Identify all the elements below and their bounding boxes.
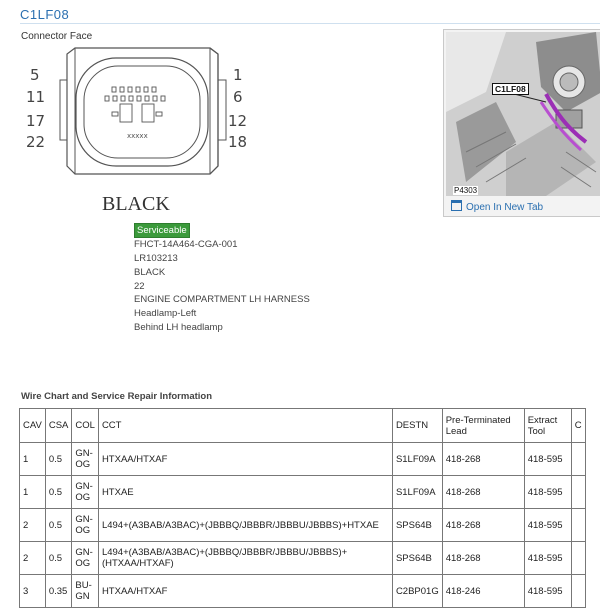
cell-pre-terminated: 418-268 (442, 443, 524, 476)
cell-destn: S1LF09A (392, 476, 442, 509)
info-value: BLACK (134, 266, 166, 278)
cell-extract-tool: 418-595 (524, 509, 571, 542)
info-value: ENGINE COMPARTMENT LH HARNESS (134, 294, 310, 306)
engine-bay-image (446, 32, 600, 196)
cell-extract-tool: 418-595 (524, 476, 571, 509)
cell-col: BU-GN (72, 575, 99, 608)
cell-destn: SPS64B (392, 509, 442, 542)
location-photo[interactable] (446, 32, 600, 196)
cell-extract-tool: 418-595 (524, 575, 571, 608)
col-header-col: COL (72, 409, 99, 443)
info-value: Headlamp-Left (134, 308, 197, 320)
info-value: LR103213 (134, 252, 178, 264)
cell-cav: 1 (20, 443, 46, 476)
table-row (20, 542, 586, 575)
cell-csa: 0.35 (45, 575, 72, 608)
cell-pre-terminated: 418-268 (442, 509, 524, 542)
cell-pre-terminated: 418-246 (442, 575, 524, 608)
connector-face-diagram (20, 40, 260, 220)
pin-label-1: 1 (233, 66, 243, 84)
cell-csa: 0.5 (45, 443, 72, 476)
cell-cav: 3 (20, 575, 46, 608)
cell-cav: 1 (20, 476, 46, 509)
table-row (20, 575, 586, 608)
cell-col: GN-OG (72, 476, 99, 509)
col-header-pre-terminated: Pre-Terminated Lead (442, 409, 524, 443)
info-value: FHCT-14A464-CGA-001 (134, 238, 238, 250)
cell-extract-tool: 418-595 (524, 542, 571, 575)
col-header-extract-tool: Extract Tool (524, 409, 571, 443)
table-row (20, 443, 586, 476)
pin-label-5: 5 (30, 66, 40, 84)
wire-chart-table (19, 408, 586, 608)
table-header-row (20, 409, 586, 443)
pin-label-11: 11 (26, 88, 46, 106)
col-header-destn: DESTN (392, 409, 442, 443)
connector-callout: C1LF08 (492, 83, 529, 95)
cell-extract-tool: 418-595 (524, 443, 571, 476)
cell-pre-terminated: 418-268 (442, 476, 524, 509)
info-value: 22 (134, 280, 145, 292)
cell-cct: L494+(A3BAB/A3BAC)+(JBBBQ/JBBBR/JBBBU/JBBBS)+(HTXAA/HTXAF) (98, 542, 392, 575)
pin-array (105, 87, 165, 122)
cell-csa: 0.5 (45, 542, 72, 575)
pin-label-12: 12 (228, 112, 248, 130)
cell-c (571, 509, 585, 542)
table-row (20, 509, 586, 542)
col-header-csa: CSA (45, 409, 72, 443)
cell-csa: 0.5 (45, 509, 72, 542)
cell-col: GN-OG (72, 443, 99, 476)
cell-destn: SPS64B (392, 542, 442, 575)
cell-cct: L494+(A3BAB/A3BAC)+(JBBBQ/JBBBR/JBBBU/JBBBS)+HTXAE (98, 509, 392, 542)
col-header-c: C (571, 409, 585, 443)
cell-csa: 0.5 (45, 476, 72, 509)
cell-c (571, 575, 585, 608)
open-in-new-tab-link[interactable] (451, 200, 543, 213)
page-title: C1LF08 (20, 7, 70, 22)
cell-cct: HTXAE (98, 476, 392, 509)
connector-face-label: Connector Face (21, 31, 93, 42)
cell-cct: HTXAA/HTXAF (98, 443, 392, 476)
open-tab-label: Open In New Tab (466, 202, 544, 213)
cell-pre-terminated: 418-268 (442, 542, 524, 575)
pin-label-18: 18 (228, 133, 248, 151)
cell-cav: 2 (20, 542, 46, 575)
info-value: Behind LH headlamp (134, 322, 223, 334)
col-header-cav: CAV (20, 409, 46, 443)
pin-label-17: 17 (26, 112, 46, 130)
table-row (20, 476, 586, 509)
cell-c (571, 542, 585, 575)
cell-col: GN-OG (72, 509, 99, 542)
new-tab-icon (451, 200, 462, 211)
cell-destn: S1LF09A (392, 443, 442, 476)
cell-c (571, 443, 585, 476)
location-photo-panel (443, 29, 600, 217)
pin-label-6: 6 (233, 88, 243, 106)
title-divider (20, 23, 600, 24)
col-header-cct: CCT (98, 409, 392, 443)
pin-label-22: 22 (26, 133, 46, 151)
wire-chart-title: Wire Chart and Service Repair Information (21, 391, 213, 402)
cell-cav: 2 (20, 509, 46, 542)
status-badge: Serviceable (134, 223, 190, 238)
cell-c (571, 476, 585, 509)
cell-col: GN-OG (72, 542, 99, 575)
svg-text:xxxxx: xxxxx (127, 132, 148, 140)
photo-reference-tag: P4303 (454, 186, 478, 195)
cell-destn: C2BP01G (392, 575, 442, 608)
connector-color-label: BLACK (102, 193, 170, 215)
cell-cct: HTXAA/HTXAF (98, 575, 392, 608)
